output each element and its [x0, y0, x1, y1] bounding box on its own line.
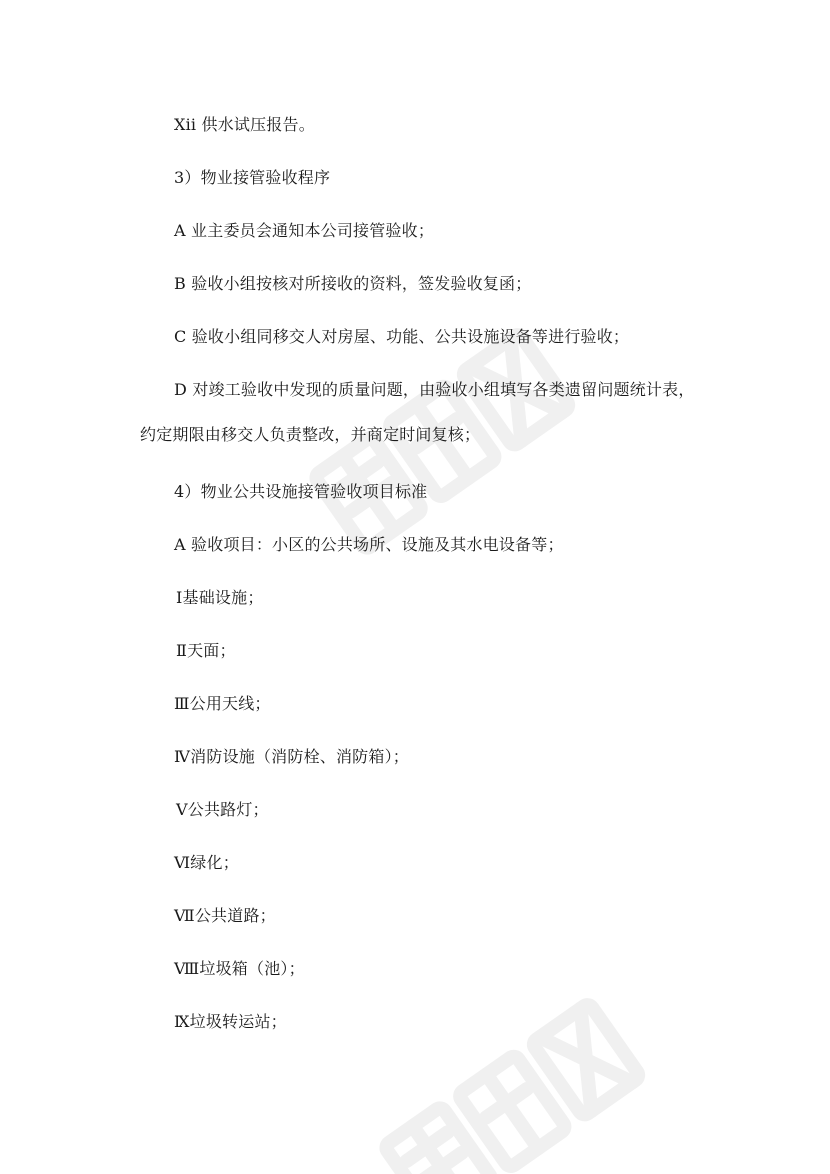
list-item: Ⅳ消防设施（消防栓、消防箱）； — [174, 747, 409, 766]
text-line: Xii 供水试压报告。 — [174, 115, 315, 134]
text-line: C 验收小组同移交人对房屋、功能、公共设施设备等进行验收； — [174, 327, 630, 346]
text-line: B 验收小组按核对所接收的资料，签发验收复函； — [174, 274, 532, 293]
text-line: A 业主委员会通知本公司接管验收； — [174, 221, 435, 240]
text-line: 约定期限由移交人负责整改，并商定时间复核； — [140, 425, 481, 444]
list-item: Ⅷ垃圾箱（池）； — [174, 959, 305, 978]
list-item: Ⅲ公用天线； — [174, 694, 271, 713]
text-line: D 对竣工验收中发现的质量问题，由验收小组填写各类遗留问题统计表， — [174, 380, 695, 399]
list-item: Ⅴ公共路灯； — [176, 800, 269, 819]
text-line: A 验收项目：小区的公共场所、设施及其水电设备等； — [174, 535, 564, 554]
section-heading: 4）物业公共设施接管验收项目标准 — [174, 482, 428, 501]
list-item: Ⅱ天面； — [176, 641, 236, 660]
list-item: Ⅶ公共道路； — [174, 906, 276, 925]
list-item: Ⅸ垃圾转运站； — [174, 1012, 287, 1031]
list-item: Ⅵ绿化； — [174, 853, 239, 872]
section-heading: 3）物业接管验收程序 — [174, 168, 331, 187]
list-item: Ⅰ基础设施； — [176, 588, 264, 607]
